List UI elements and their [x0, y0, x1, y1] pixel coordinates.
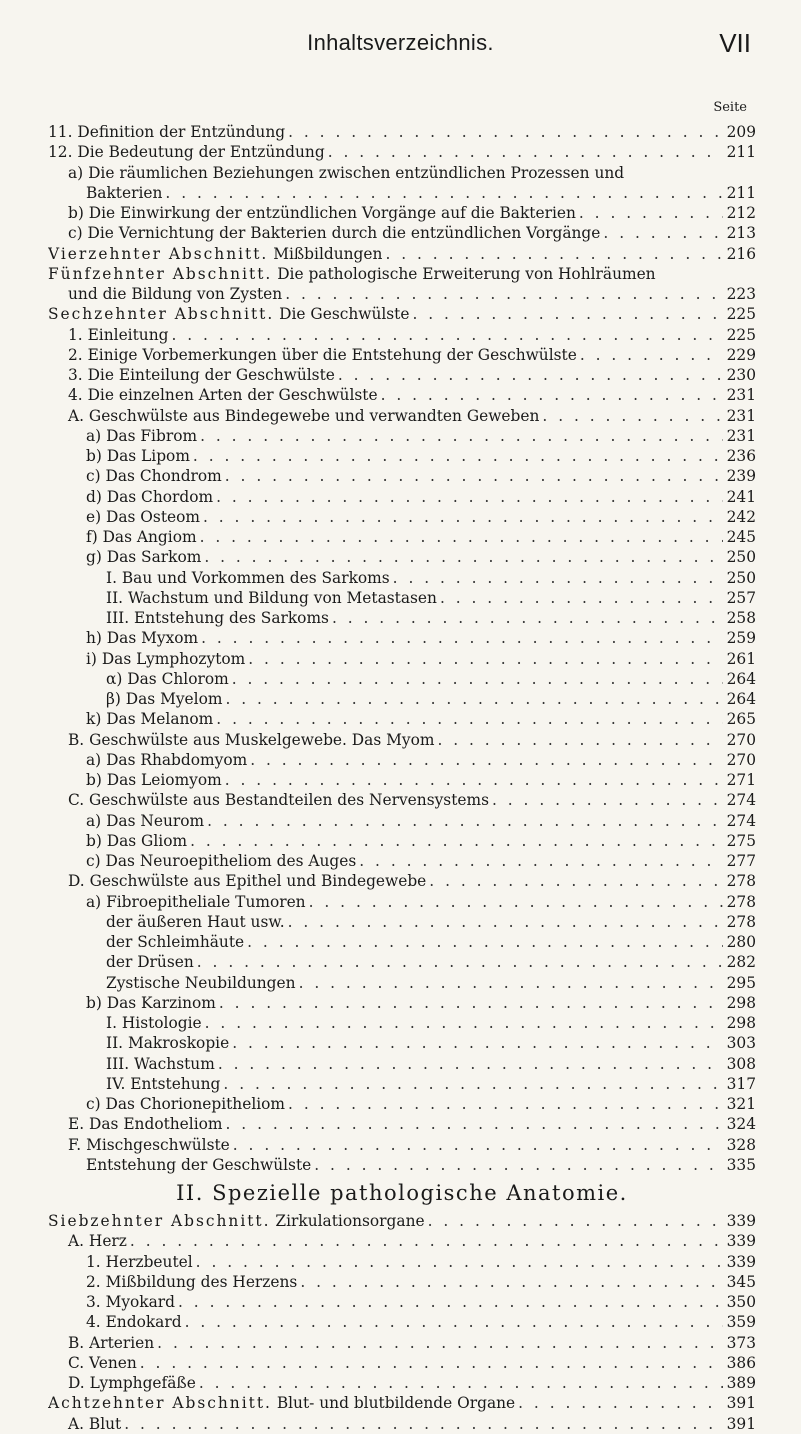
toc-entry — [48, 1155, 756, 1175]
toc-entry-page: 264 — [726, 669, 756, 688]
toc-entry — [48, 466, 756, 486]
toc-section-entry-continued — [48, 264, 756, 284]
toc-entry-page: 216 — [726, 244, 756, 263]
toc-entry — [48, 426, 756, 446]
toc-entry-label: a) Das Neurom — [86, 811, 205, 830]
toc-entry-page: 264 — [726, 690, 756, 708]
toc-entry-label: k) Das Melanom — [86, 710, 214, 729]
toc-entry-page: 250 — [726, 548, 756, 567]
toc-entry — [48, 1114, 756, 1134]
toc-entry-page: 245 — [726, 528, 756, 546]
toc-entry-page: 211 — [726, 143, 756, 162]
toc-entry-label: 3. Myokard — [86, 1293, 176, 1311]
toc-entry-page: 345 — [726, 1272, 756, 1291]
toc-entry-label: Entstehung der Geschwülste — [86, 1155, 312, 1174]
toc-entry-label: der äußeren Haut usw. — [106, 912, 285, 931]
toc-entry-label: α) Das Chlorom — [106, 669, 229, 688]
section-prefix: Vierzehnter Abschnitt. — [48, 244, 269, 263]
toc-entry-label: Die Geschwülste — [279, 305, 410, 324]
toc-entry-label: Mißbildungen — [273, 244, 383, 263]
toc-entry — [48, 1074, 756, 1094]
toc-entry-page: 308 — [726, 1054, 756, 1073]
toc-entry-page: 274 — [726, 811, 756, 830]
toc-entry — [48, 1353, 756, 1373]
toc-entry-label: III. Wachstum — [106, 1054, 215, 1073]
toc-entry-page: 225 — [726, 305, 756, 324]
toc-entry-page: 261 — [726, 649, 756, 668]
toc-entry-label: Blut- und blutbildende Organe — [276, 1394, 516, 1413]
toc-entry-page: 223 — [726, 285, 756, 303]
toc-entry — [48, 1094, 756, 1114]
toc-entry-label: III. Entstehung des Sarkoms — [106, 609, 329, 627]
toc-entry-label: Die pathologische Erweiterung von Hohlräumen — [277, 264, 656, 283]
toc-entry-label: b) Das Karzinom — [86, 993, 216, 1012]
toc-entry — [48, 831, 756, 851]
toc-entry — [48, 142, 756, 162]
section-prefix: Achtzehnter Abschnitt. — [48, 1394, 272, 1413]
toc-entry — [48, 446, 756, 466]
toc-entry-page: 236 — [726, 447, 756, 465]
toc-entry-page: 259 — [726, 629, 756, 648]
toc-section-entry — [48, 304, 756, 324]
running-title: Inhaltsverzeichnis. — [307, 30, 494, 55]
toc-entry — [48, 608, 756, 628]
toc-entry-label: der Drüsen — [106, 953, 194, 972]
toc-entry-page: 389 — [726, 1374, 756, 1392]
toc-entry-label: II. Wachstum und Bildung von Metastasen — [106, 588, 437, 607]
toc-entry-page: 373 — [726, 1333, 756, 1352]
toc-entry-page: 270 — [726, 750, 756, 769]
section-prefix: Fünfzehnter Abschnitt. — [48, 264, 273, 283]
toc-entry — [48, 1033, 756, 1053]
toc-entry — [48, 709, 756, 729]
toc-entry — [48, 993, 756, 1013]
toc-entry-page: 386 — [726, 1353, 756, 1372]
toc-entry-label: c) Das Chondrom — [86, 467, 222, 486]
toc-entry-page: 303 — [726, 1034, 756, 1053]
section-prefix: Siebzehnter Abschnitt. — [48, 1212, 271, 1230]
toc-entry-label: c) Die Vernichtung der Bakterien durch die entzündlichen Vorgänge — [68, 224, 601, 243]
toc-entry-page: 278 — [726, 892, 756, 911]
toc-entry-page: 359 — [726, 1313, 756, 1332]
toc-entry-page: 335 — [726, 1155, 756, 1174]
toc-entry-page: 270 — [726, 730, 756, 749]
toc-entry-label: f) Das Angiom — [86, 528, 197, 546]
toc-entry-page: 282 — [726, 953, 756, 972]
toc-entry-page: 271 — [726, 771, 756, 789]
toc-entry-page: 317 — [726, 1074, 756, 1093]
toc-entry-continued — [48, 163, 756, 183]
toc-entry-page: 239 — [726, 467, 756, 486]
toc-entry — [48, 203, 756, 223]
toc-entry-page: 231 — [726, 426, 756, 445]
toc-section-entry — [48, 1393, 756, 1413]
toc-entry-label: a) Fibroepitheliale Tumoren — [86, 892, 306, 911]
toc-entry — [48, 325, 756, 345]
table-of-contents — [48, 122, 756, 1434]
toc-entry-label: II. Makroskopie — [106, 1034, 230, 1053]
toc-entry — [48, 284, 756, 304]
toc-entry-label: a) Das Rhabdomyom — [86, 750, 248, 769]
toc-entry — [48, 892, 756, 912]
toc-entry-label: c) Das Chorionepitheliom — [86, 1095, 286, 1113]
toc-entry — [48, 1272, 756, 1292]
toc-entry-label: h) Das Myxom — [86, 629, 199, 648]
toc-entry — [48, 689, 756, 709]
toc-entry — [48, 770, 756, 790]
toc-entry-label: i) Das Lymphozytom — [86, 649, 246, 668]
toc-entry — [48, 1054, 756, 1074]
toc-entry — [48, 487, 756, 507]
toc-entry-page: 280 — [726, 933, 756, 951]
toc-entry — [48, 790, 756, 810]
toc-entry-label: E. Das Endotheliom — [68, 1115, 223, 1134]
toc-entry-label: 2. Einige Vorbemerkungen über die Entstehung der Geschwülste — [68, 345, 577, 364]
toc-entry — [48, 385, 756, 405]
toc-entry — [48, 730, 756, 750]
toc-entry — [48, 507, 756, 527]
toc-entry — [48, 183, 756, 203]
toc-entry-label: und die Bildung von Zysten — [68, 285, 283, 303]
toc-entry-page: 277 — [726, 852, 756, 870]
toc-entry — [48, 1252, 756, 1272]
toc-entry-page: 350 — [726, 1293, 756, 1311]
toc-entry-label: B. Geschwülste aus Muskelgewebe. Das Myom — [68, 730, 435, 749]
toc-entry-label: der Schleimhäute — [106, 933, 245, 951]
toc-entry — [48, 1013, 756, 1033]
toc-entry — [48, 750, 756, 770]
toc-entry-label: b) Die Einwirkung der entzündlichen Vorgänge auf die Bakterien — [68, 204, 576, 222]
toc-entry — [48, 1312, 756, 1332]
part-heading: II. Spezielle pathologische Anatomie. — [176, 1181, 628, 1205]
section-prefix: Sechzehnter Abschnitt. — [48, 305, 275, 324]
toc-entry-label: c) Das Neuroepitheliom des Auges — [86, 852, 357, 870]
toc-section-entry — [48, 244, 756, 264]
toc-entry — [48, 1231, 756, 1251]
seite-label: Seite — [713, 100, 747, 115]
toc-entry-label: F. Mischgeschwülste — [68, 1135, 230, 1154]
toc-entry-label: e) Das Osteom — [86, 507, 200, 526]
toc-entry — [48, 973, 756, 993]
toc-entry — [48, 811, 756, 831]
toc-entry-page: 321 — [726, 1095, 756, 1113]
toc-entry-label: 12. Die Bedeutung der Entzündung — [48, 143, 325, 162]
toc-entry-label: I. Bau und Vorkommen des Sarkoms — [106, 568, 390, 587]
toc-entry — [48, 527, 756, 547]
toc-entry-label: 2. Mißbildung des Herzens — [86, 1272, 298, 1291]
toc-entry-label: Bakterien — [86, 183, 163, 202]
toc-entry-label: D. Geschwülste aus Epithel und Bindegewebe — [68, 872, 427, 891]
toc-entry — [48, 649, 756, 669]
toc-entry-label: b) Das Lipom — [86, 447, 190, 465]
toc-entry — [48, 871, 756, 891]
toc-entry-page: 391 — [726, 1414, 756, 1433]
toc-entry — [48, 588, 756, 608]
toc-entry-label: a) Das Fibrom — [86, 426, 198, 445]
toc-entry-page: 258 — [726, 609, 756, 627]
toc-entry-label: 1. Einleitung — [68, 325, 169, 344]
toc-entry-page: 212 — [726, 204, 756, 222]
toc-entry-page: 391 — [726, 1394, 756, 1413]
toc-entry — [48, 912, 756, 932]
toc-entry-page: 339 — [726, 1232, 756, 1251]
toc-entry-label: 4. Endokard — [86, 1313, 182, 1332]
toc-entry-page: 229 — [726, 345, 756, 364]
toc-entry-page: 298 — [726, 1014, 756, 1032]
toc-entry-label: IV. Entstehung — [106, 1074, 221, 1093]
toc-entry-label: D. Lymphgefäße — [68, 1374, 196, 1392]
toc-entry-label: d) Das Chordom — [86, 487, 214, 506]
toc-entry-page: 225 — [726, 325, 756, 344]
toc-entry-label: g) Das Sarkom — [86, 548, 202, 567]
toc-entry-page: 241 — [726, 487, 756, 506]
toc-entry-page: 211 — [726, 183, 756, 202]
toc-entry-page: 295 — [726, 973, 756, 992]
toc-entry — [48, 1135, 756, 1155]
toc-entry-page: 257 — [726, 588, 756, 607]
toc-entry-label: b) Das Gliom — [86, 831, 188, 850]
toc-entry — [48, 1414, 756, 1434]
toc-entry — [48, 1333, 756, 1353]
toc-entry-page: 275 — [726, 831, 756, 850]
toc-entry — [48, 547, 756, 567]
toc-entry-label: β) Das Myelom — [106, 690, 223, 708]
toc-entry-page: 274 — [726, 791, 756, 810]
toc-entry — [48, 345, 756, 365]
toc-entry — [48, 223, 756, 243]
toc-entry-page: 278 — [726, 912, 756, 931]
toc-entry — [48, 122, 756, 142]
toc-entry — [48, 851, 756, 871]
toc-entry-page: 298 — [726, 993, 756, 1012]
toc-entry-label: b) Das Leiomyom — [86, 771, 222, 789]
toc-entry — [48, 932, 756, 952]
toc-entry-page: 231 — [726, 386, 756, 405]
toc-entry-page: 209 — [726, 123, 756, 141]
toc-entry-label: Zirkulationsorgane — [275, 1212, 425, 1230]
toc-entry-page: 265 — [726, 710, 756, 729]
toc-entry-label: B. Arterien — [68, 1333, 155, 1352]
toc-entry-label: A. Herz — [68, 1232, 127, 1251]
toc-entry-label: 11. Definition der Entzündung — [48, 123, 286, 141]
toc-entry-label: Zystische Neubildungen — [106, 973, 296, 992]
toc-entry-page: 339 — [726, 1252, 756, 1271]
toc-entry-page: 250 — [726, 568, 756, 587]
toc-entry — [48, 568, 756, 588]
toc-entry-label: 4. Die einzelnen Arten der Geschwülste — [68, 386, 378, 405]
toc-entry-label: A. Geschwülste aus Bindegewebe und verwandten Geweben — [68, 406, 540, 425]
toc-entry — [48, 952, 756, 972]
toc-entry-page: 328 — [726, 1135, 756, 1154]
toc-entry-page: 278 — [726, 872, 756, 891]
toc-entry — [48, 365, 756, 385]
toc-entry-label: A. Blut — [68, 1414, 122, 1433]
toc-entry — [48, 1292, 756, 1312]
page-number: VII — [719, 28, 751, 58]
toc-entry-page: 324 — [726, 1115, 756, 1134]
toc-entry-label: I. Histologie — [106, 1014, 202, 1032]
toc-entry — [48, 1373, 756, 1393]
toc-entry-page: 213 — [726, 224, 756, 243]
toc-entry-label: C. Venen — [68, 1353, 137, 1372]
toc-entry-label: 3. Die Einteilung der Geschwülste — [68, 366, 335, 384]
toc-entry-label: C. Geschwülste aus Bestandteilen des Nervensystems — [68, 791, 489, 810]
toc-entry-page: 242 — [726, 507, 756, 526]
toc-entry-label: 1. Herzbeutel — [86, 1252, 193, 1271]
toc-entry-page: 231 — [726, 406, 756, 425]
toc-entry — [48, 406, 756, 426]
toc-entry-page: 339 — [726, 1212, 756, 1230]
toc-entry-label: a) Die räumlichen Beziehungen zwischen entzündlichen Prozessen und — [68, 163, 625, 182]
toc-entry — [48, 669, 756, 689]
toc-section-entry — [48, 1211, 756, 1231]
toc-entry-page: 230 — [726, 366, 756, 384]
toc-entry — [48, 628, 756, 648]
